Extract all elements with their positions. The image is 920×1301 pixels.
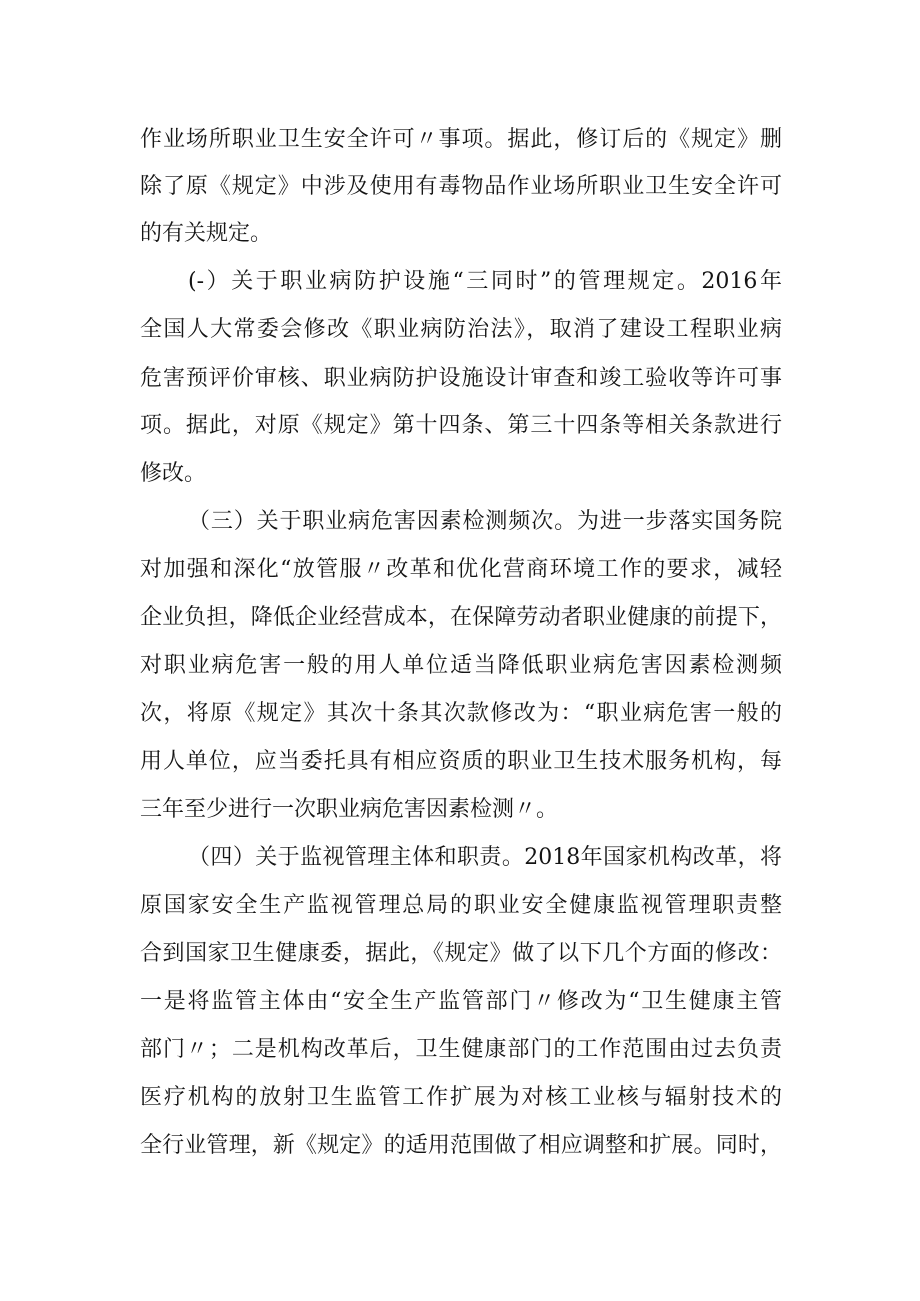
text-line: 部门〃；二是机构改革后，卫生健康部门的工作范围由过去负责 xyxy=(140,1037,782,1062)
text-line: 对职业病危害一般的用人单位适当降低职业病危害因素检测频 xyxy=(140,653,782,678)
text-line: 一是将监管主体由“安全生产监管部门〃修改为“卫生健康主管 xyxy=(140,989,782,1014)
text-line: (-）关于职业病防护设施“三同时”的管理规定。2016年 xyxy=(188,269,782,294)
text-line: 危害预评价审核、职业病防护设施设计审查和竣工验收等许可事 xyxy=(140,366,782,391)
text-line: 全国人大常委会修改《职业病防治法》，取消了建设工程职业病 xyxy=(140,317,782,342)
text-line: 合到国家卫生健康委，据此，《规定》做了以下几个方面的修改： xyxy=(140,941,782,966)
text-line: 用人单位，应当委托具有相应资质的职业卫生技术服务机构，每 xyxy=(140,749,782,774)
text-line: 医疗机构的放射卫生监管工作扩展为对核工业核与辐射技术的 xyxy=(140,1085,782,1110)
text-line: 项。据此，对原《规定》第十四条、第三十四条等相关条款进行 xyxy=(140,413,782,438)
text-line: 修改。 xyxy=(140,461,207,486)
text-line: 企业负担，降低企业经营成本，在保障劳动者职业健康的前提下， xyxy=(140,605,782,630)
text-line: （四）关于监视管理主体和职责。2018年国家机构改革，将 xyxy=(188,845,782,870)
text-line: 作业场所职业卫生安全许可〃事项。据此，修订后的《规定》删 xyxy=(140,127,782,152)
text-line: 三年至少进行一次职业病危害因素检测〃。 xyxy=(140,797,559,822)
text-line: 除了原《规定》中涉及使用有毒物品作业场所职业卫生安全许可 xyxy=(140,174,782,199)
text-line: 全行业管理，新《规定》的适用范围做了相应调整和扩展。同时， xyxy=(140,1133,782,1158)
text-line: 原国家安全生产监视管理总局的职业安全健康监视管理职责整 xyxy=(140,893,782,918)
text-line: 对加强和深化“放管服〃改革和优化营商环境工作的要求，减轻 xyxy=(140,557,782,582)
text-line: （三）关于职业病危害因素检测频次。为进一步落实国务院 xyxy=(188,509,782,534)
text-line: 的有关规定。 xyxy=(140,221,273,246)
text-line: 次，将原《规定》其次十条其次款修改为：“职业病危害一般的 xyxy=(140,701,782,726)
